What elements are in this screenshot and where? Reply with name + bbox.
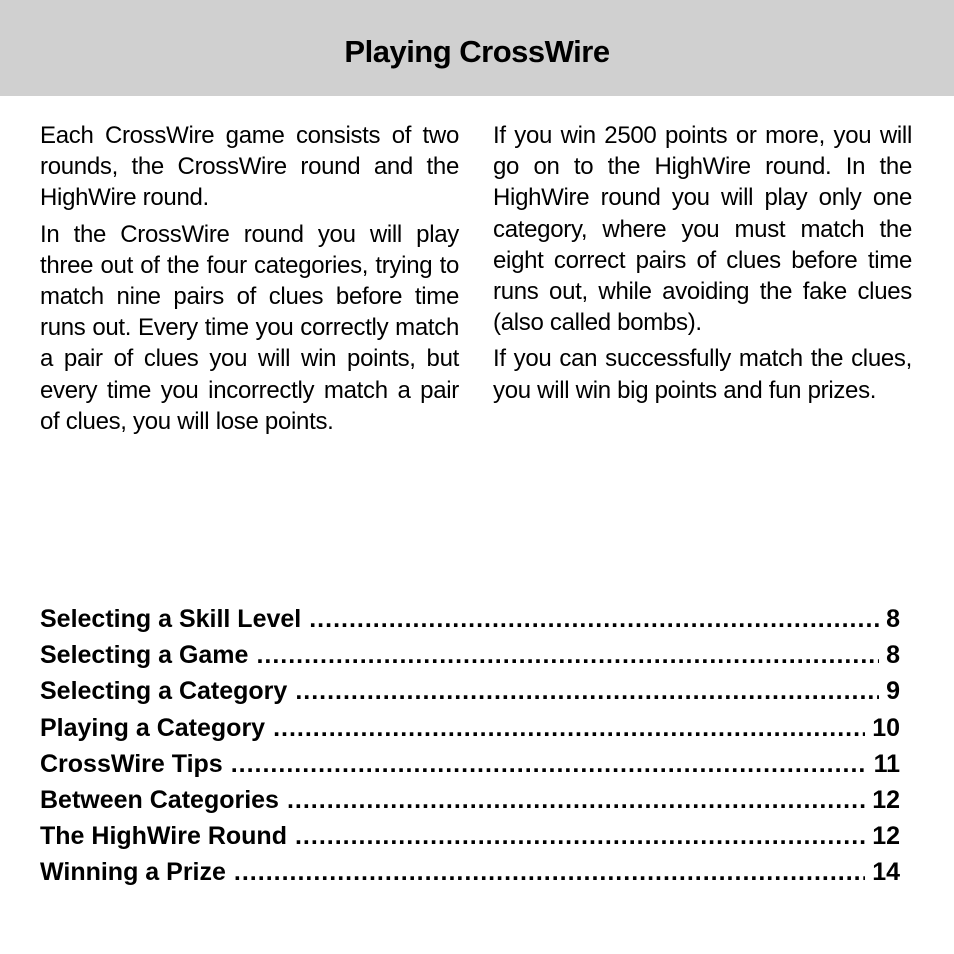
toc-entry-title: The HighWire Round: [40, 822, 287, 851]
toc-entry: [40, 673, 900, 709]
toc-dot-leader: [295, 673, 879, 709]
toc-entry: [40, 782, 900, 818]
header-bar: [0, 0, 954, 96]
toc-dot-leader: [231, 746, 867, 782]
intro-right-column: [493, 120, 912, 411]
toc-dot-leader: [287, 782, 865, 818]
toc-entry: [40, 854, 900, 890]
toc-entry-title: Playing a Category: [40, 713, 266, 742]
intro-paragraph: If you win 2500 points or more, you will go on to the HighWire round. In the HighWire round you will play only one category, where you must match the eight correct pairs of clues before time runs out, while avoiding the fake clues (also called bombs).: [493, 122, 912, 337]
toc-entry: [40, 637, 900, 673]
intro-paragraph: If you can successfully match the clues, you will win big points and fun prizes.: [493, 345, 912, 404]
toc-entry-page: 11: [873, 749, 900, 778]
intro-left-column: [40, 120, 459, 442]
page-title: Playing CrossWire: [344, 34, 610, 69]
toc-entry-page: 14: [872, 858, 900, 887]
toc-entry-title: Between Categories: [40, 785, 279, 814]
toc-entry-title: Selecting a Game: [40, 641, 249, 670]
toc-entry: [40, 818, 900, 854]
toc-dot-leader: [295, 818, 865, 854]
table-of-contents: [40, 601, 900, 891]
toc-entry-title: Selecting a Skill Level: [40, 605, 302, 633]
toc-entry-page: 12: [872, 785, 900, 814]
toc-entry: [40, 710, 900, 746]
toc-entry-title: CrossWire Tips: [40, 749, 223, 778]
toc-entry-page: 8: [886, 641, 900, 670]
toc-dot-leader: [309, 601, 879, 637]
toc-dot-leader: [234, 854, 865, 890]
toc-entry-title: Winning a Prize: [40, 858, 226, 887]
toc-entry-page: 9: [886, 677, 900, 706]
toc-dot-leader: [256, 637, 879, 673]
intro-paragraph: Each CrossWire game consists of two rounds, the CrossWire round and the HighWire round.: [40, 122, 459, 212]
intro-paragraph: In the CrossWire round you will play three out of the four categories, trying to match nine pairs of clues before time runs out. Every time you correctly match a pair of clues you will win points, but every time you incorrectly match a pair of clues, you will lose points.: [40, 220, 459, 435]
toc-entry: [40, 746, 900, 782]
toc-entry: [40, 601, 900, 637]
toc-entry-page: 8: [886, 605, 900, 633]
toc-entry-page: 12: [872, 822, 900, 851]
toc-entry-page: 10: [872, 713, 900, 742]
toc-entry-title: Selecting a Category: [40, 677, 288, 706]
toc-dot-leader: [273, 710, 865, 746]
